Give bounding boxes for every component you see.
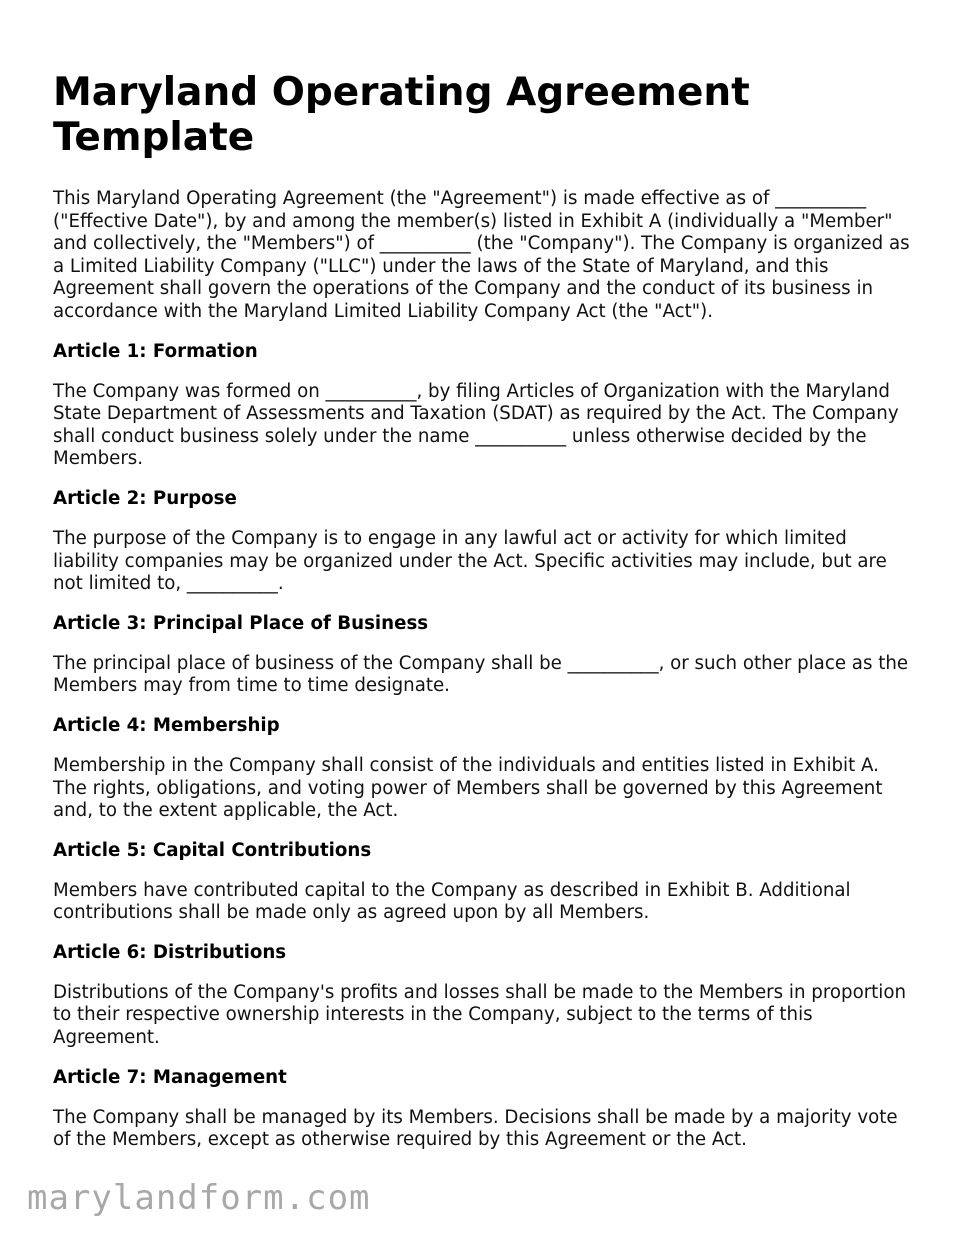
article-6-heading: Article 6: Distributions [53,941,287,963]
page-title: Maryland Operating Agreement Template [53,70,750,160]
article-4-body: Membership in the Company shall consist of the individuals and entities listed in Exhibit A. The rights, obligations, and voting power of Members shall be governed by this Agreement and, to the extent applicable, the Act. [53,754,883,822]
intro-paragraph: This Maryland Operating Agreement (the "Agreement") is made effective as of __________ ("Effective Date"), by and among the member(s) listed in Exhibit A (individually a "Member" and collectively, the "Members") of __________ (the "Company"). The Company is organized as a Limited Liability Company ("LLC") under the laws of the State of Maryland, and this Agreement shall govern the operations of the Company and the conduct of its business in accordance with the Maryland Limited Liability Company Act (the "Act"). [53,188,910,322]
article-2-heading: Article 2: Purpose [53,487,237,509]
article-1-heading: Article 1: Formation [53,340,258,362]
article-6-body: Distributions of the Company's profits and losses shall be made to the Members in proportion to their respective ownership interests in the Company, subject to the terms of this Agreement. [53,981,907,1049]
article-5-body: Members have contributed capital to the Company as described in Exhibit B. Additional contributions shall be made only as agreed upon by all Members. [53,879,851,924]
article-4-heading: Article 4: Membership [53,714,280,736]
article-1-body: The Company was formed on __________, by filing Articles of Organization with the Maryland State Department of Assessments and Taxation (SDAT) as required by the Act. The Company shall conduct business solely under the name __________ unless otherwise decided by the Members. [53,380,899,470]
document-page [53,70,915,1152]
article-3-body: The principal place of business of the Company shall be __________, or such other place as the Members may from time to time designate. [53,652,909,697]
article-2-body: The purpose of the Company is to engage in any lawful act or activity for which limited liability companies may be organized under the Act. Specific activities may include, but are not limited to, __________. [53,527,887,595]
watermark: marylandform.com [27,1178,371,1218]
article-3-heading: Article 3: Principal Place of Business [53,612,429,634]
article-7-body: The Company shall be managed by its Members. Decisions shall be made by a majority vote of the Members, except as otherwise required by this Agreement or the Act. [53,1106,898,1151]
article-5-heading: Article 5: Capital Contributions [53,839,372,861]
article-7-heading: Article 7: Management [53,1066,287,1088]
